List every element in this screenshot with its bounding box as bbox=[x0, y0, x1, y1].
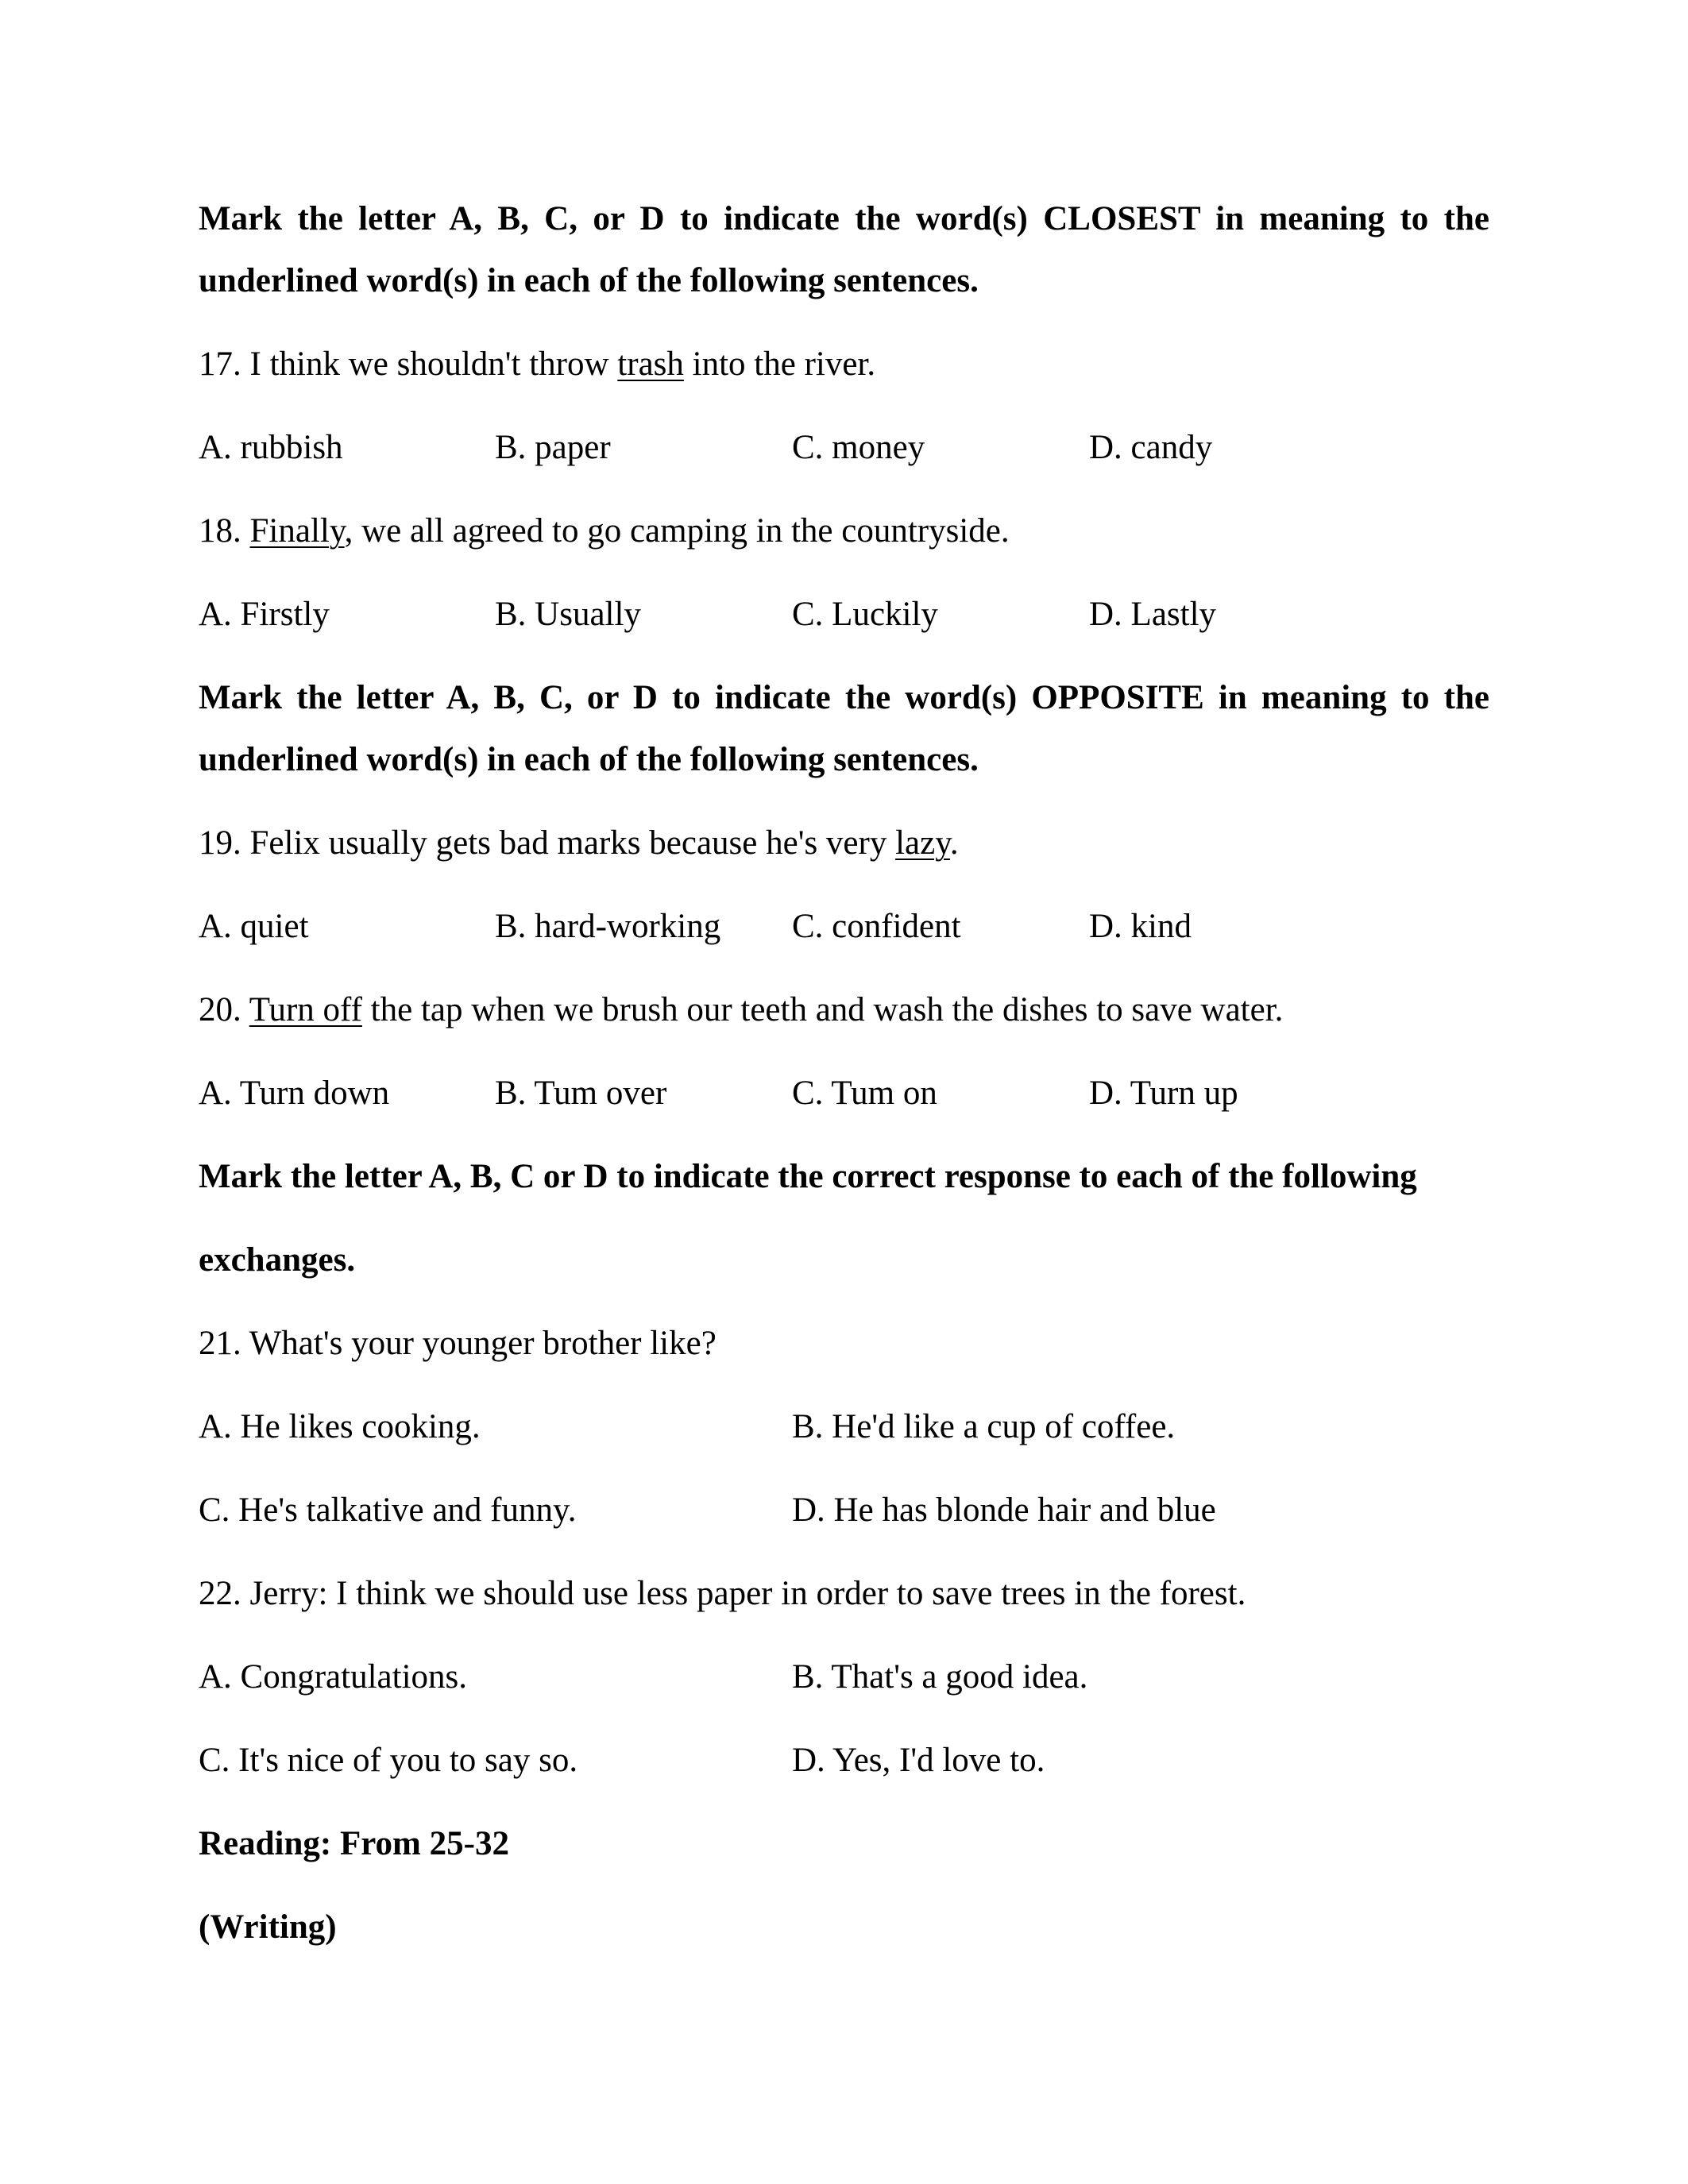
question-21: 21. What's your younger brother like? bbox=[199, 1325, 717, 1362]
option-17-a: A. rubbish bbox=[199, 429, 343, 466]
option-21-c: C. He's talkative and funny. bbox=[199, 1491, 577, 1529]
option-22-b: B. That's a good idea. bbox=[792, 1658, 1088, 1696]
option-18-d: D. Lastly bbox=[1089, 596, 1217, 633]
closest-instruction-line2: underlined word(s) in each of the following sentences. bbox=[199, 262, 979, 299]
question-19-before: 19. Felix usually gets bad marks because he's very bbox=[199, 824, 896, 862]
response-instruction-line2: exchanges. bbox=[199, 1241, 356, 1279]
question-19-underlined: lazy bbox=[895, 824, 950, 862]
option-20-a: A. Turn down bbox=[199, 1075, 390, 1112]
question-17-before: 17. I think we shouldn't throw bbox=[199, 345, 618, 383]
question-20-underlined: Turn off bbox=[249, 991, 362, 1028]
option-17-b: B. paper bbox=[495, 429, 611, 466]
reading-heading: Reading: From 25-32 bbox=[199, 1825, 509, 1862]
option-19-c: C. confident bbox=[792, 908, 961, 945]
option-20-d: D. Turn up bbox=[1089, 1075, 1238, 1112]
question-20-before: 20. bbox=[199, 991, 249, 1028]
option-17-d: D. candy bbox=[1089, 429, 1213, 466]
question-19 bbox=[199, 821, 1489, 866]
question-17-after: into the river. bbox=[683, 345, 876, 383]
response-instruction-line1: Mark the letter A, B, C or D to indicate the correct response to each of the following bbox=[199, 1158, 1417, 1195]
question-18-after: , we all agreed to go camping in the countryside. bbox=[344, 512, 1010, 550]
opposite-instruction-line1: Mark the letter A, B, C, or D to indicate the word(s) OPPOSITE in meaning to the bbox=[199, 679, 1489, 716]
option-18-a: A. Firstly bbox=[199, 596, 330, 633]
option-19-b: B. hard-working bbox=[495, 908, 721, 945]
question-18-underlined: Finally bbox=[249, 512, 345, 550]
opposite-instruction-line2: underlined word(s) in each of the following sentences. bbox=[199, 741, 979, 778]
option-18-c: C. Luckily bbox=[792, 596, 938, 633]
option-17-c: C. money bbox=[792, 429, 925, 466]
question-19-after: . bbox=[949, 824, 959, 862]
question-18 bbox=[199, 509, 1489, 554]
option-20-c: C. Tum on bbox=[792, 1075, 937, 1112]
option-19-a: A. quiet bbox=[199, 908, 309, 945]
option-22-d: D. Yes, I'd love to. bbox=[792, 1742, 1045, 1779]
question-17 bbox=[199, 342, 1489, 387]
option-21-b: B. He'd like a cup of coffee. bbox=[792, 1408, 1176, 1445]
closest-instruction-line1: Mark the letter A, B, C, or D to indicate the word(s) CLOSEST in meaning to the bbox=[199, 200, 1489, 237]
option-22-a: A. Congratulations. bbox=[199, 1658, 467, 1696]
option-21-a: A. He likes cooking. bbox=[199, 1408, 481, 1445]
option-21-d: D. He has blonde hair and blue bbox=[792, 1491, 1216, 1529]
question-20-after: the tap when we brush our teeth and wash the dishes to save water. bbox=[361, 991, 1284, 1028]
option-20-b: B. Tum over bbox=[495, 1075, 667, 1112]
option-19-d: D. kind bbox=[1089, 908, 1192, 945]
option-22-c: C. It's nice of you to say so. bbox=[199, 1742, 578, 1779]
question-20 bbox=[199, 988, 1489, 1032]
option-18-b: B. Usually bbox=[495, 596, 641, 633]
question-17-underlined: trash bbox=[617, 345, 684, 383]
question-18-before: 18. bbox=[199, 512, 250, 550]
question-22: 22. Jerry: I think we should use less paper in order to save trees in the forest. bbox=[199, 1575, 1246, 1612]
writing-heading: (Writing) bbox=[199, 1908, 337, 1946]
